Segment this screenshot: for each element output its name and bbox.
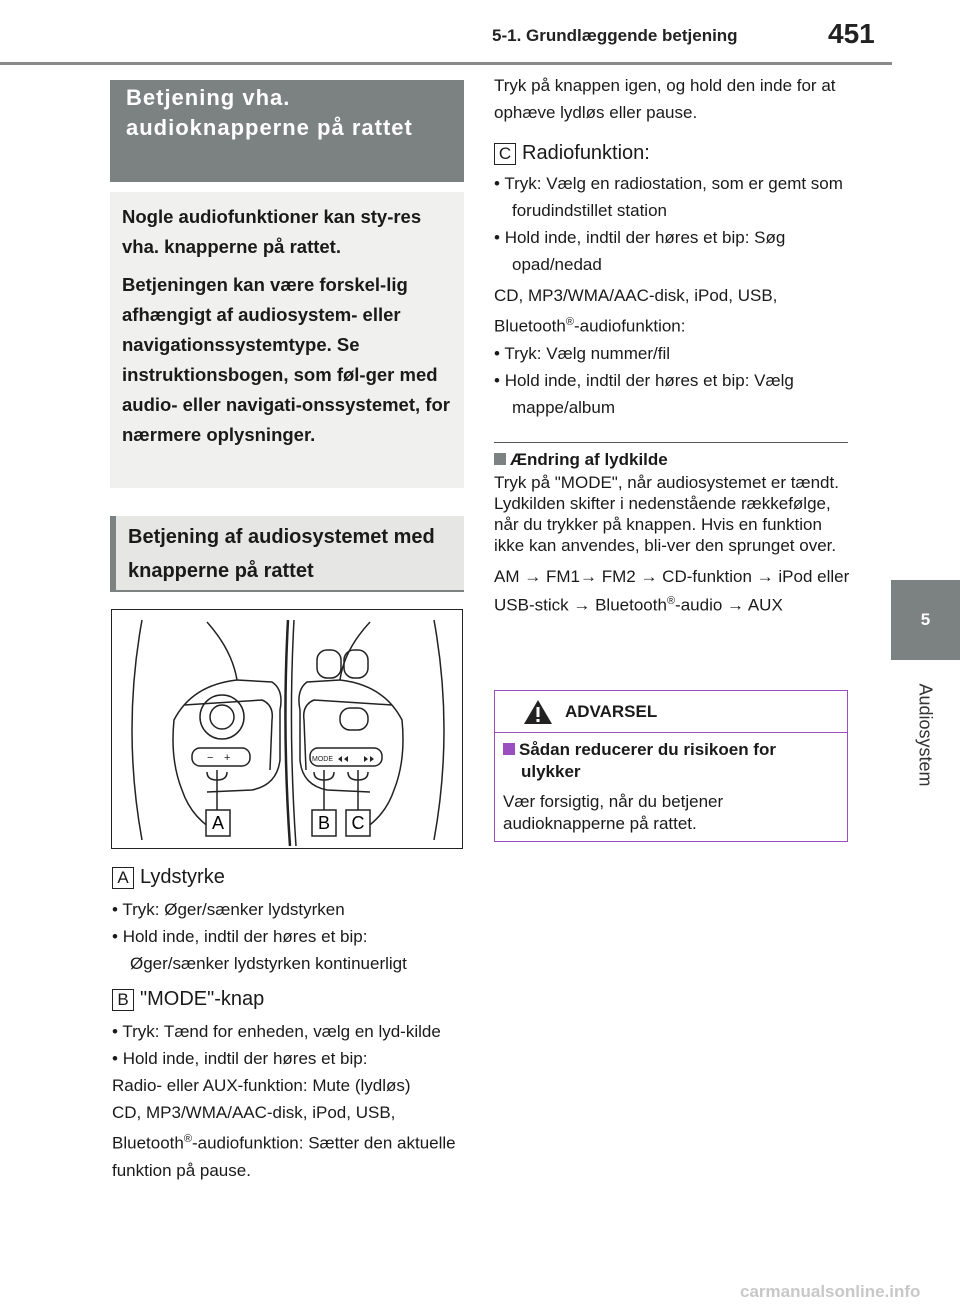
- bullet-item: • Tryk: Vælg nummer/fil: [494, 340, 850, 367]
- item-b-heading: [112, 984, 468, 1014]
- item-b: [112, 984, 468, 1184]
- item-c-text-a: CD, MP3/WMA/AAC-disk, iPod, USB, Bluetooth: [494, 286, 778, 336]
- registered-mark: ®: [666, 595, 676, 607]
- chapter-label: Audiosystem: [915, 683, 936, 787]
- mode-button-text: MODE: [312, 756, 333, 763]
- registered-mark: ®: [183, 1133, 192, 1145]
- item-c-text: [494, 282, 850, 340]
- figure-label-c: [346, 810, 370, 836]
- warning-body: [495, 733, 847, 841]
- warning-text: Vær forsigtig, når du betjener audioknapperne på rattet.: [503, 792, 724, 833]
- bullet-item: • Tryk: Tænd for enheden, vælg en lyd-kilde: [112, 1018, 468, 1045]
- bullet-item: • Hold inde, indtil der høres et bip: Søg opad/nedad: [494, 224, 850, 278]
- item-c-label: C: [494, 143, 516, 165]
- arrow-icon: →: [524, 567, 542, 586]
- seq-bluetooth: Bluetooth: [595, 595, 667, 615]
- seek-forward-icon: [364, 756, 374, 762]
- running-header: 5-1. Grundlæggende betjening: [492, 26, 738, 45]
- figure-label-a: [206, 810, 230, 836]
- item-b-bullets: [112, 1018, 468, 1072]
- page-number: 451: [828, 18, 875, 49]
- change-source: [494, 448, 850, 618]
- item-b-text-2b: -audiofunktion: Sætter den aktuelle funktion på pause.: [112, 1133, 456, 1180]
- volume-plus-mark: +: [224, 752, 231, 764]
- warning-triangle-icon: [523, 699, 553, 725]
- warning-title: ADVARSEL: [565, 702, 658, 721]
- seq-am: AM: [494, 567, 520, 586]
- intro-box: [110, 192, 464, 488]
- figure-label-c-text: C: [351, 813, 365, 833]
- item-b-text-1: Radio- eller AUX-funktion: Mute (lydløs): [112, 1076, 411, 1095]
- change-source-heading: [494, 448, 850, 472]
- change-source-title: Ændring af lydkilde: [510, 450, 668, 469]
- chapter-tab: [891, 580, 960, 660]
- warning-header: [495, 691, 847, 733]
- seq-bluetooth-audio: -audio: [675, 595, 723, 615]
- arrow-icon: →: [640, 567, 658, 586]
- warning-subtitle-text: Sådan reducerer du risikoen for ulykker: [519, 740, 776, 781]
- item-a-label: A: [112, 867, 134, 889]
- source-sequence: [494, 564, 850, 618]
- bullet-item: • Hold inde, indtil der høres et bip: Øger/sænker lydstyrken kontinuerligt: [112, 923, 468, 977]
- item-a: [112, 862, 468, 977]
- item-b-title: "MODE"-knap: [140, 988, 265, 1010]
- seq-cd: CD-funktion: [662, 567, 752, 586]
- bullet-item: • Hold inde, indtil der høres et bip: Vælg mappe/album: [494, 367, 850, 421]
- item-a-title: Lydstyrke: [140, 866, 225, 888]
- bullet-item: • Hold inde, indtil der høres et bip:: [112, 1045, 468, 1072]
- item-a-heading: [112, 862, 468, 892]
- pause-paragraph: Tryk på knappen igen, og hold den inde for at ophæve lydløs eller pause.: [494, 76, 836, 122]
- seq-aux: AUX: [747, 595, 783, 615]
- seek-back-icon: [338, 756, 348, 762]
- arrow-icon: →: [727, 595, 745, 615]
- chapter-number: 5: [920, 610, 931, 629]
- header-rule: [0, 62, 892, 65]
- warning-box: [494, 690, 848, 842]
- registered-mark: ®: [565, 316, 574, 328]
- warning-subtitle: [503, 739, 839, 783]
- arrow-icon: →: [756, 567, 774, 586]
- item-a-bullets: [112, 896, 468, 977]
- item-b-label: B: [112, 989, 134, 1011]
- item-c-text-b: -audiofunktion:: [573, 316, 686, 336]
- section-band-title: Betjening vha. audioknapperne på rattet: [110, 80, 464, 182]
- bullet-item: • Tryk: Vælg en radiostation, som er gemt som forudindstillet station: [494, 170, 850, 224]
- seq-fm2: FM2: [601, 567, 636, 586]
- figure-label-b: [312, 810, 336, 836]
- volume-minus-mark: −: [207, 752, 214, 764]
- seq-ipod-usb: iPod eller USB-stick: [494, 567, 850, 615]
- arrow-icon: →: [579, 567, 597, 586]
- arrow-icon: →: [573, 595, 591, 615]
- section-divider: [494, 442, 848, 443]
- square-bullet-icon: [494, 453, 506, 465]
- item-b-text-2: [112, 1099, 468, 1184]
- steering-wheel-figure: [111, 609, 463, 849]
- intro-paragraph-1: Nogle audiofunktioner kan sty-res vha. knapperne på rattet.: [122, 206, 422, 257]
- subsection-heading: Betjening af audiosystemet med knapperne på rattet: [110, 516, 464, 592]
- change-source-text: Tryk på "MODE", når audiosystemet er tændt. Lydkilden skifter i nedenstående rækkefølge, når du trykker på knappen. Hvis en funktion ikke kan anvendes, bli-ver den sprunget over.: [494, 473, 839, 555]
- item-c-heading: [494, 138, 850, 168]
- item-c-title: Radiofunktion:: [522, 142, 650, 164]
- item-c-bullets: [494, 170, 850, 278]
- watermark: carmanualsonline.info: [740, 1282, 921, 1301]
- seq-fm1: FM1: [545, 567, 580, 586]
- figure-label-b-text: B: [317, 813, 331, 833]
- bullet-item: • Tryk: Øger/sænker lydstyrken: [112, 896, 468, 923]
- square-bullet-icon: [503, 743, 515, 755]
- figure-label-a-text: A: [211, 813, 225, 833]
- item-c: [494, 138, 850, 421]
- steering-wheel-illustration: [112, 610, 464, 850]
- item-b-text-2a: CD, MP3/WMA/AAC-disk, iPod, USB, Bluetooth: [112, 1103, 396, 1153]
- item-c-bullets-2: [494, 340, 850, 421]
- intro-paragraph-2: Betjeningen kan være forskel-lig afhængigt af audiosystem- eller navigationssystemtype. Se instruktionsbogen, som føl-ger med audio- eller navigati-onssystemet, for nærmere oplysninger.: [122, 274, 450, 445]
